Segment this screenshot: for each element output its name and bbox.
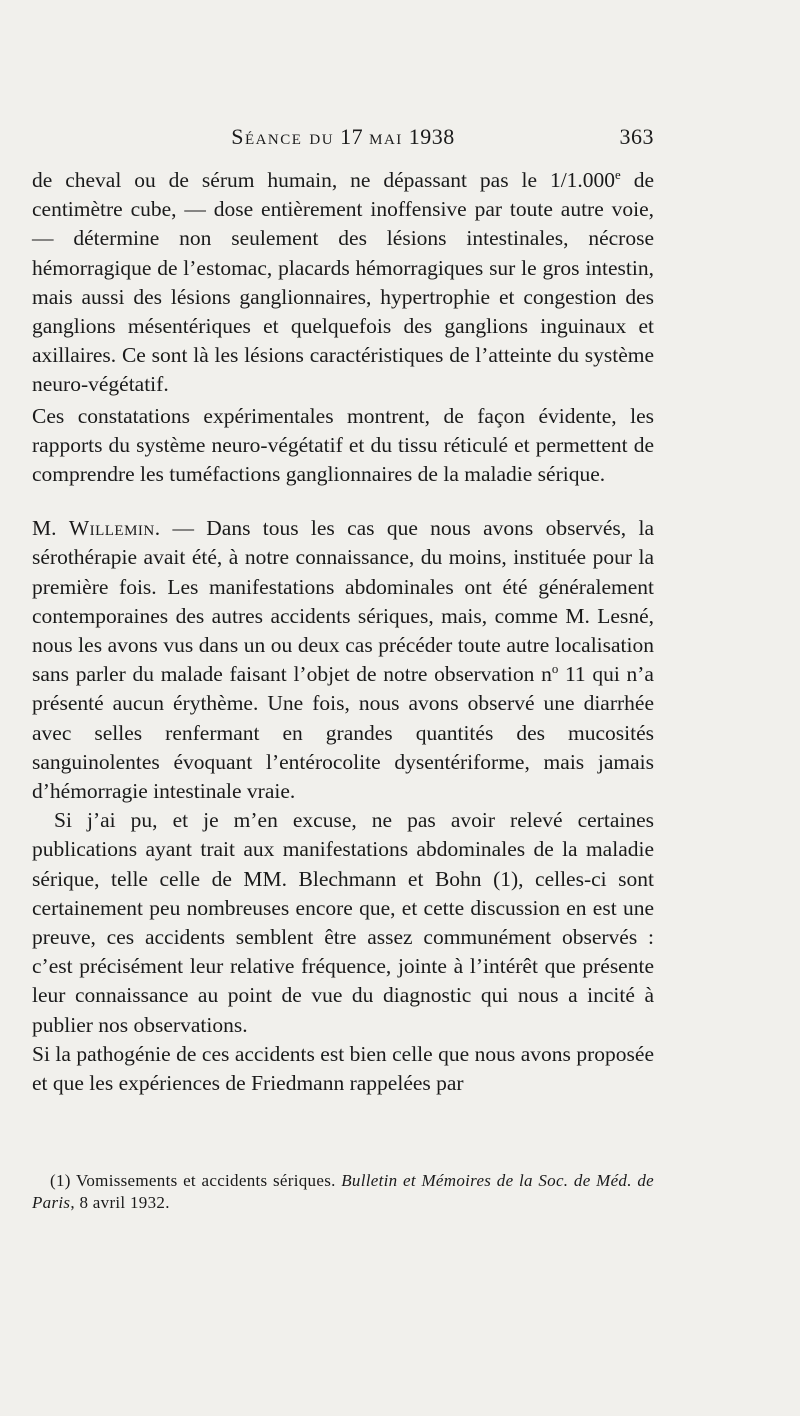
paragraph-1-start: de cheval ou de sérum humain, ne dépassant pas le 1/1.000 bbox=[32, 168, 616, 192]
footnote-journal: Bulletin et Mémoires de la Soc. de Méd. de Paris bbox=[32, 1171, 654, 1212]
page-number: 363 bbox=[619, 124, 654, 149]
footnote-date: , 8 avril 1932. bbox=[70, 1193, 170, 1212]
speaker-prefix: M. bbox=[32, 516, 69, 541]
paragraph-1-rest: de centimètre cube, — dose entièrement inoffensive par toute autre voie, — détermine non seulement des lésions intestinales, nécrose hémorragique de l’estomac, placards hémorragiques sur le gros intestin, mais aussi des lésions ganglionnaires, hypertrophie et congestion des ganglions mésentériques et quelquefois des ganglions inguinaux et axillaires. Ce sont là les lésions caractéristiques de l’atteinte du système neuro-végétatif. bbox=[32, 168, 655, 397]
footnote-marker: (1) bbox=[50, 1171, 71, 1190]
paragraph-2: Ces constatations expérimentales montrent, de façon évidente, les rapports du système neuro-végétatif et du tissu réticulé et permettent de comprendre les tuméfactions ganglionnaires de la maladie sérique. bbox=[32, 403, 654, 487]
superscript-o: o bbox=[551, 662, 559, 677]
page-header bbox=[32, 124, 654, 158]
running-title-prefix: Séance du bbox=[231, 124, 335, 149]
running-title-day: 17 bbox=[340, 124, 364, 149]
footnote-text: Vomissements et accidents sériques. bbox=[70, 1171, 342, 1190]
paragraph-5: Si la pathogénie de ces accidents est bien celle que nous avons proposée et que les expériences de Friedmann rappelées par bbox=[32, 1041, 654, 1096]
body-text bbox=[32, 166, 654, 1098]
running-title-month: mai bbox=[369, 124, 403, 149]
paragraph-3 bbox=[32, 514, 654, 806]
speaker-name: Willemin bbox=[68, 516, 155, 541]
running-title-year: 1938 bbox=[408, 124, 455, 149]
superscript-e: e bbox=[615, 167, 621, 182]
paragraph-3-part-b: 11 qui n’a présenté aucun érythème. Une fois, nous avons observé une diarrhée avec selles renfermant en grandes quantités des mucosités sanguinolentes évoquant l’entérocolite dysentériforme, mais jamais d’hémorragie intestinale vraie. bbox=[32, 662, 654, 804]
running-title bbox=[32, 124, 654, 150]
footnote bbox=[32, 1170, 654, 1214]
paragraph-3-part-a: . — Dans tous les cas que nous avons observés, la sérothérapie avait été, à notre connaissance, du moins, instituée pour la première fois. Les manifestations abdominales ont été généralement contemporaines des autres accidents sériques, mais, comme M. Lesné, nous les avons vus dans un ou deux cas précéder toute autre localisation sans parler du malade faisant l’objet de notre observation n bbox=[32, 516, 654, 687]
paragraph-4: Si j’ai pu, et je m’en excuse, ne pas avoir relevé certaines publications ayant trait aux manifestations abdominales de la maladie sérique, telle celle de MM. Blechmann et Bohn (1), celles-ci sont certainement peu nombreuses encore que, et cette discussion en est une preuve, ces accidents semblent être assez communément observés : c’est précisément leur relative fréquence, jointe à l’intérêt que présente leur connaissance au point de vue du diagnostic qui nous a incité à publier nos observations. bbox=[32, 808, 654, 1037]
paragraph-1 bbox=[32, 166, 654, 400]
